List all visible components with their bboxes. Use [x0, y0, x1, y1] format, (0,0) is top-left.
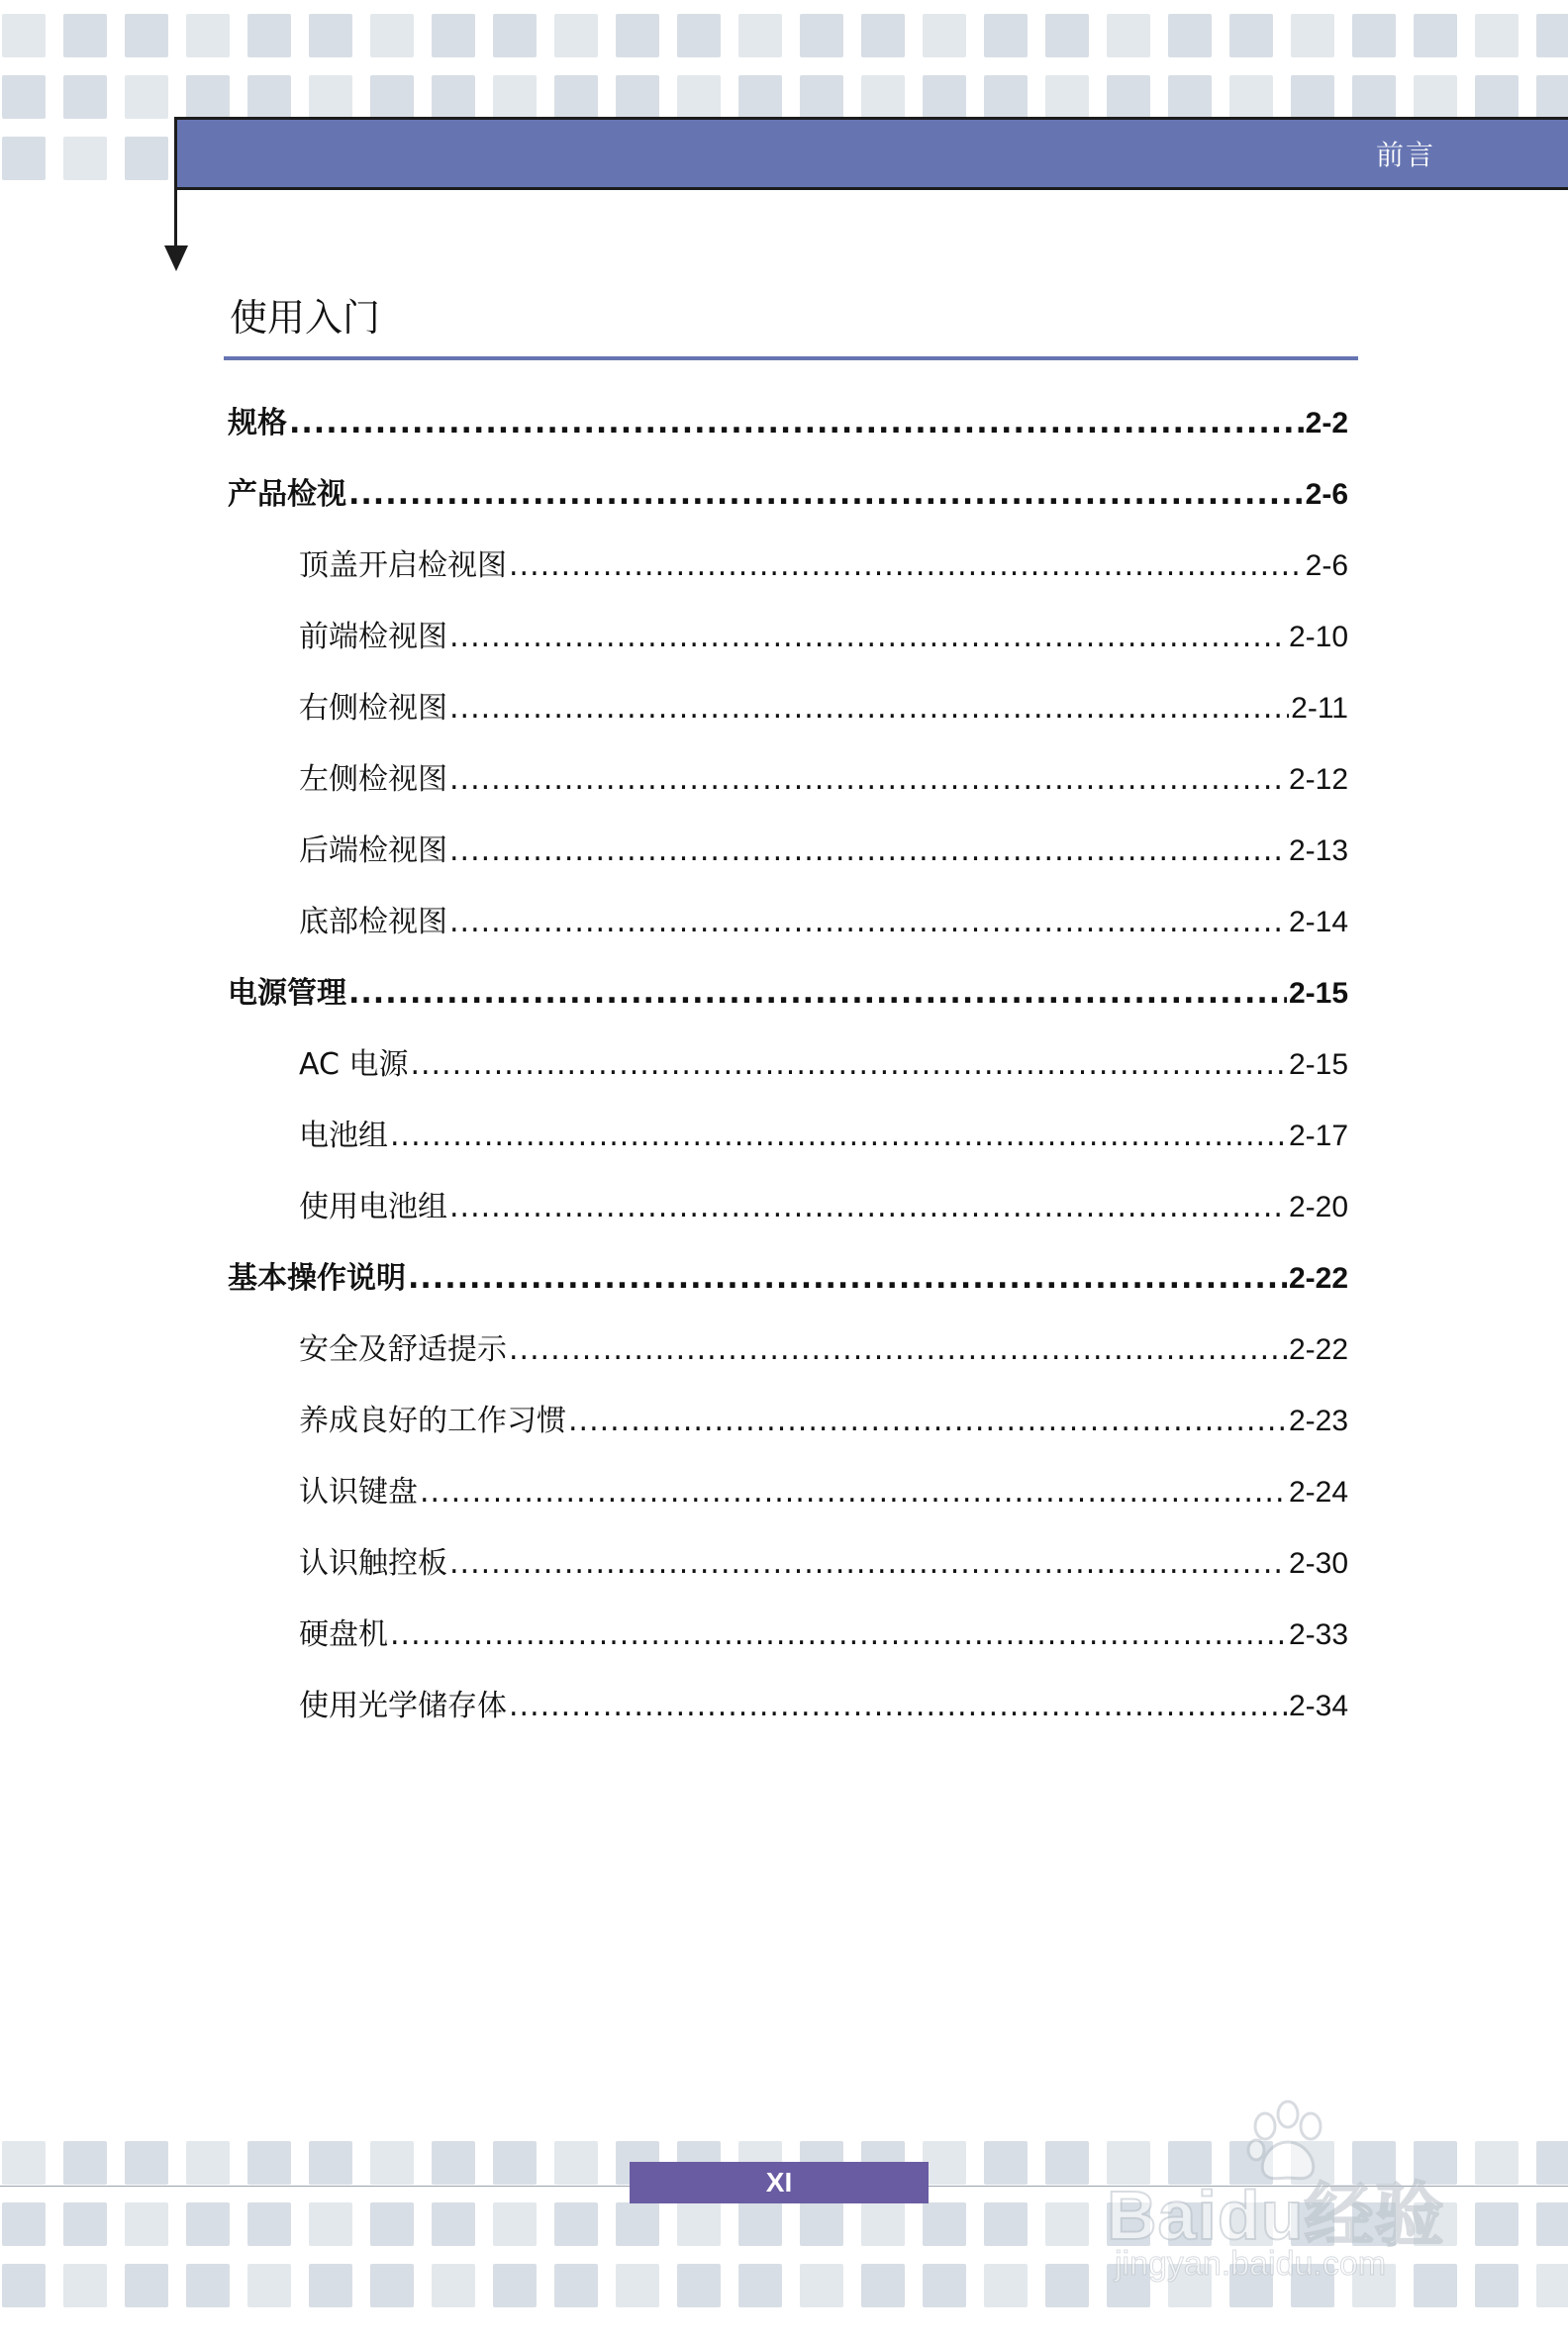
- toc-section-entry[interactable]: [228, 826, 1348, 897]
- section-title: 使用入门: [230, 296, 381, 340]
- decorative-tile: [1168, 75, 1212, 119]
- toc-section-entry[interactable]: [228, 540, 1348, 612]
- toc-dot-leader: [449, 833, 1287, 868]
- decorative-tile: [2, 2141, 46, 2185]
- decorative-tile: [984, 14, 1028, 57]
- toc-entry-page: 2-20: [1288, 1191, 1348, 1223]
- decorative-tile: [616, 2264, 659, 2307]
- toc-entry-page: 2-15: [1288, 977, 1348, 1010]
- toc-dot-leader: [348, 976, 1287, 1011]
- decorative-tile: [1475, 75, 1519, 119]
- toc-section-entry[interactable]: [228, 1039, 1348, 1111]
- decorative-tile: [125, 75, 168, 119]
- decorative-tile: [309, 75, 352, 119]
- decorative-tile: [63, 137, 107, 180]
- decorative-tile: [554, 14, 598, 57]
- toc-section-entry[interactable]: [228, 612, 1348, 683]
- decorative-tile: [984, 2141, 1028, 2185]
- toc-entry-title: 产品检视: [228, 477, 346, 512]
- decorative-tile: [1045, 14, 1089, 57]
- decorative-tile: [923, 2141, 966, 2185]
- decorative-tile: [125, 14, 168, 57]
- watermark-url: jingyan.baidu.com: [1115, 2245, 1387, 2283]
- decorative-tile: [923, 14, 966, 57]
- decorative-tile: [370, 14, 414, 57]
- decorative-tile: [554, 2202, 598, 2246]
- decorative-tile: [125, 2264, 168, 2307]
- toc-section-entry[interactable]: [228, 1182, 1348, 1253]
- decorative-tile: [63, 75, 107, 119]
- toc-dot-leader: [509, 1332, 1287, 1367]
- decorative-tile: [800, 75, 843, 119]
- decorative-tile: [554, 75, 598, 119]
- decorative-tile: [1536, 75, 1568, 119]
- toc-chapter-entry[interactable]: [228, 469, 1348, 540]
- toc-entry-title: 安全及舒适提示: [299, 1332, 507, 1367]
- toc-entry-page: 2-17: [1288, 1120, 1348, 1152]
- decorative-tile: [2, 137, 46, 180]
- decorative-tile: [247, 2202, 291, 2246]
- toc-dot-leader: [410, 1047, 1286, 1082]
- decorative-tile: [1536, 2202, 1568, 2246]
- decorative-tile: [1414, 75, 1457, 119]
- toc-entry-title: 底部检视图: [299, 905, 447, 939]
- decorative-tile: [63, 2202, 107, 2246]
- decorative-tile: [1536, 2264, 1568, 2307]
- toc-entry-page: 2-34: [1288, 1690, 1348, 1722]
- decorative-tile: [1045, 2141, 1089, 2185]
- decorative-tile: [493, 2202, 537, 2246]
- toc-entry-page: 2-13: [1288, 834, 1348, 867]
- decorative-tile: [677, 75, 721, 119]
- decorative-tile: [1291, 75, 1334, 119]
- toc-section-entry[interactable]: [228, 1396, 1348, 1467]
- decorative-tile: [186, 2141, 230, 2185]
- decorative-tile: [738, 75, 782, 119]
- decorative-tile: [432, 14, 475, 57]
- decorative-tile: [616, 75, 659, 119]
- decorative-tile: [432, 2141, 475, 2185]
- decorative-tile: [370, 75, 414, 119]
- decorative-tile: [63, 2264, 107, 2307]
- toc-entry-page: 2-11: [1291, 692, 1348, 725]
- header-bar: [176, 117, 1568, 190]
- toc-entry-title: 电源管理: [228, 976, 346, 1011]
- decorative-tile: [923, 2202, 966, 2246]
- decorative-tile: [186, 2264, 230, 2307]
- toc-dot-leader: [390, 1617, 1287, 1652]
- toc-dot-leader: [449, 691, 1289, 726]
- toc-entry-title: 顶盖开启检视图: [299, 548, 507, 583]
- decorative-tile: [2, 75, 46, 119]
- decorative-tile: [63, 14, 107, 57]
- decorative-tile: [432, 2264, 475, 2307]
- toc-section-entry[interactable]: [228, 1324, 1348, 1396]
- decorative-tile: [738, 2264, 782, 2307]
- decorative-tile: [2, 2202, 46, 2246]
- decorative-tile: [125, 137, 168, 180]
- decorative-tile: [63, 2141, 107, 2185]
- decorative-tile: [984, 75, 1028, 119]
- toc-chapter-entry[interactable]: [228, 968, 1348, 1039]
- toc-entry-title: 使用电池组: [299, 1190, 447, 1224]
- toc-dot-leader: [449, 762, 1287, 797]
- section-title-underline: [224, 356, 1358, 360]
- toc-entry-title: 基本操作说明: [228, 1261, 406, 1296]
- toc-dot-leader: [509, 548, 1304, 583]
- decorative-tile: [1168, 14, 1212, 57]
- decorative-tile: [800, 2264, 843, 2307]
- toc-section-entry[interactable]: [228, 897, 1348, 968]
- decorative-tile: [1536, 2141, 1568, 2185]
- toc-dot-leader: [509, 1689, 1287, 1723]
- toc-section-entry[interactable]: [228, 683, 1348, 754]
- toc-dot-leader: [408, 1261, 1287, 1296]
- decorative-tile: [1229, 14, 1273, 57]
- decorative-tile: [186, 2202, 230, 2246]
- toc-entry-title: 认识触控板: [299, 1546, 447, 1581]
- decorative-tile: [800, 2202, 843, 2246]
- toc-entry-title: 后端检视图: [299, 833, 447, 868]
- decorative-tile: [677, 2264, 721, 2307]
- decorative-tile: [493, 2264, 537, 2307]
- decorative-tile: [738, 2202, 782, 2246]
- decorative-tile: [677, 14, 721, 57]
- toc-section-entry[interactable]: [228, 1538, 1348, 1610]
- decorative-tile: [923, 75, 966, 119]
- decorative-tile: [1475, 14, 1519, 57]
- toc-entry-title: 养成良好的工作习惯: [299, 1404, 566, 1438]
- decorative-tile: [1536, 14, 1568, 57]
- decorative-tile: [616, 2202, 659, 2246]
- page-number: XI: [630, 2162, 929, 2203]
- toc-entry-page: 2-24: [1288, 1476, 1348, 1509]
- toc-entry-title: AC 电源: [299, 1047, 409, 1082]
- decorative-tile: [984, 2264, 1028, 2307]
- decorative-tile: [2, 14, 46, 57]
- decorative-tile: [370, 2264, 414, 2307]
- toc-section-entry[interactable]: [228, 1681, 1348, 1752]
- decorative-tile: [984, 2202, 1028, 2246]
- toc-section-entry[interactable]: [228, 1111, 1348, 1182]
- toc-entry-page: 2-30: [1288, 1547, 1348, 1580]
- decorative-tile: [125, 2141, 168, 2185]
- decorative-tile: [861, 2202, 905, 2246]
- decorative-tile: [1045, 75, 1089, 119]
- toc-section-entry[interactable]: [228, 1610, 1348, 1681]
- toc-entry-page: 2-33: [1288, 1618, 1348, 1651]
- table-of-contents: [228, 398, 1348, 1752]
- decorative-tile: [247, 75, 291, 119]
- header-title: 前言: [1375, 139, 1435, 171]
- decorative-tile: [1107, 14, 1150, 57]
- toc-dot-leader: [449, 1190, 1287, 1224]
- toc-dot-leader: [390, 1119, 1287, 1153]
- watermark-brand: Baidu经验: [1107, 2177, 1445, 2254]
- toc-entry-title: 电池组: [299, 1119, 388, 1153]
- decorative-tile: [554, 2264, 598, 2307]
- decorative-tile: [1045, 2264, 1089, 2307]
- decorative-tile: [861, 75, 905, 119]
- header-vertical-line: [174, 117, 177, 247]
- decorative-tile: [861, 14, 905, 57]
- decorative-tile: [309, 14, 352, 57]
- toc-dot-leader: [449, 1546, 1287, 1581]
- decorative-tile: [861, 2264, 905, 2307]
- toc-entry-page: 2-14: [1288, 906, 1348, 938]
- decorative-tile: [1352, 75, 1396, 119]
- decorative-tile: [247, 14, 291, 57]
- toc-dot-leader: [348, 477, 1304, 512]
- decorative-tile: [738, 14, 782, 57]
- decorative-tile: [309, 2141, 352, 2185]
- toc-dot-leader: [568, 1404, 1287, 1438]
- decorative-tile: [554, 2141, 598, 2185]
- toc-entry-page: 2-22: [1288, 1333, 1348, 1366]
- decorative-tile: [125, 2202, 168, 2246]
- toc-entry-title: 左侧检视图: [299, 762, 447, 797]
- toc-dot-leader: [289, 406, 1304, 440]
- toc-entry-title: 认识键盘: [299, 1475, 418, 1510]
- decorative-tile: [2, 2264, 46, 2307]
- toc-entry-page: 2-15: [1288, 1048, 1348, 1081]
- decorative-tile: [186, 75, 230, 119]
- decorative-tile: [309, 2264, 352, 2307]
- decorative-tile: [493, 75, 537, 119]
- down-arrow-icon: [164, 245, 188, 271]
- decorative-tile: [1107, 75, 1150, 119]
- toc-entry-page: 2-10: [1288, 621, 1348, 653]
- decorative-tile: [1352, 14, 1396, 57]
- toc-dot-leader: [420, 1475, 1287, 1510]
- toc-section-entry[interactable]: [228, 754, 1348, 826]
- toc-entry-page: 2-6: [1305, 549, 1348, 582]
- decorative-tile: [432, 75, 475, 119]
- toc-entry-title: 规格: [228, 406, 287, 440]
- toc-chapter-entry[interactable]: [228, 398, 1348, 469]
- decorative-tile: [370, 2141, 414, 2185]
- toc-entry-page: 2-2: [1305, 407, 1348, 440]
- decorative-tile: [923, 2264, 966, 2307]
- decorative-tile: [616, 14, 659, 57]
- toc-entry-title: 硬盘机: [299, 1617, 388, 1652]
- decorative-tile: [1229, 75, 1273, 119]
- decorative-tile: [800, 14, 843, 57]
- toc-dot-leader: [449, 905, 1287, 939]
- decorative-tile: [432, 2202, 475, 2246]
- decorative-tile: [493, 14, 537, 57]
- toc-entry-page: 2-23: [1288, 1405, 1348, 1437]
- decorative-tile: [1045, 2202, 1089, 2246]
- toc-entry-title: 前端检视图: [299, 620, 447, 654]
- decorative-tile: [493, 2141, 537, 2185]
- decorative-tile: [370, 2202, 414, 2246]
- decorative-tile: [309, 2202, 352, 2246]
- decorative-tile: [247, 2264, 291, 2307]
- toc-entry-page: 2-6: [1305, 478, 1348, 511]
- decorative-tile: [677, 2202, 721, 2246]
- toc-dot-leader: [449, 620, 1287, 654]
- decorative-tile: [1291, 14, 1334, 57]
- toc-section-entry[interactable]: [228, 1467, 1348, 1538]
- decorative-tile: [1414, 14, 1457, 57]
- decorative-tile: [247, 2141, 291, 2185]
- toc-entry-title: 使用光学储存体: [299, 1689, 507, 1723]
- baidu-watermark: [1107, 2099, 1483, 2287]
- toc-entry-page: 2-22: [1288, 1262, 1348, 1295]
- toc-entry-title: 右侧检视图: [299, 691, 447, 726]
- decorative-tile: [186, 14, 230, 57]
- toc-chapter-entry[interactable]: [228, 1253, 1348, 1324]
- toc-entry-page: 2-12: [1288, 763, 1348, 796]
